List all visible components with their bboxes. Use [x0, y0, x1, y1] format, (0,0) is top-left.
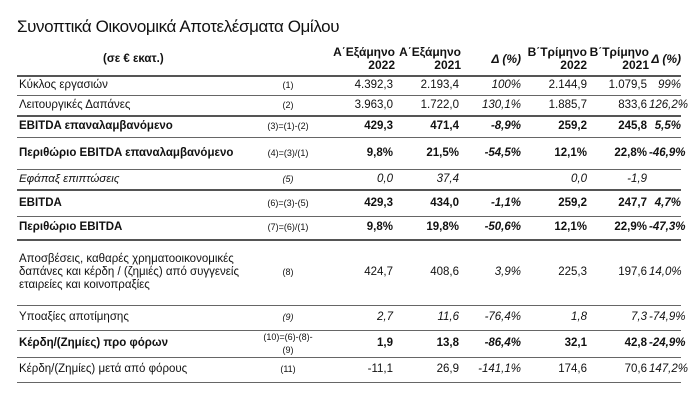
row-ref: (5): [250, 169, 318, 190]
col-header-delta-h1: Δ (%): [491, 51, 521, 66]
cell-q2-2022: 225,3: [521, 240, 587, 305]
cell-delta-h1: -86,4%: [461, 330, 521, 357]
row-label: Αποσβέσεις, καθαρές χρηματοοικονομικές δαπάνες και κέρδη / (ζημιές) από συγγενείς εταιρείες και κοινοπραξίες: [17, 240, 250, 305]
row-ref: (9): [250, 305, 318, 330]
cell-h1-2021: 37,4: [395, 169, 461, 190]
cell-h1-2021: 408,6: [395, 240, 461, 305]
table-row: [17, 95, 681, 116]
cell-h1-2022: 3.963,0: [318, 95, 395, 116]
row-label: Κέρδη/(Ζημίες) προ φόρων: [17, 330, 250, 357]
row-label: Κύκλος εργασιών: [17, 76, 250, 95]
row-ref: (7)=(6)/(1): [250, 216, 318, 240]
cell-q2-2022: 12,1%: [521, 137, 587, 169]
row-label: EBITDA: [17, 190, 250, 216]
cell-q2-2022: 1.885,7: [521, 95, 587, 116]
cell-h1-2022: 429,3: [318, 190, 395, 216]
cell-q2-2022: 259,2: [521, 190, 587, 216]
cell-delta-q2: 126,2%: [649, 95, 681, 116]
cell-h1-2021: 13,8: [395, 330, 461, 357]
row-ref: (11): [250, 357, 318, 382]
row-ref: (1): [250, 76, 318, 95]
table-row: [17, 169, 681, 190]
cell-h1-2021: 471,4: [395, 116, 461, 137]
row-label: Υποαξίες αποτίμησης: [17, 305, 250, 330]
cell-delta-q2: 5,5%: [649, 116, 681, 137]
col-header-delta-q2: Δ (%): [651, 51, 681, 66]
row-label: Λειτουργικές Δαπάνες: [17, 95, 250, 116]
cell-q2-2022: 32,1: [521, 330, 587, 357]
cell-delta-h1: 3,9%: [461, 240, 521, 305]
cell-delta-h1: -54,5%: [461, 137, 521, 169]
cell-delta-h1: -141,1%: [461, 357, 521, 382]
table-row: [17, 190, 681, 216]
cell-delta-q2: 4,7%: [649, 190, 681, 216]
cell-delta-q2: 14,0%: [649, 240, 681, 305]
cell-h1-2021: 1.722,0: [395, 95, 461, 116]
cell-h1-2021: 19,8%: [395, 216, 461, 240]
col-header-h1-2021: Α΄Εξάμηνο 2021: [399, 45, 461, 72]
cell-q2-2021: 247,7: [587, 190, 649, 216]
table-header-row: [17, 43, 681, 76]
cell-q2-2021: 70,6: [587, 357, 649, 382]
row-label: Περιθώριο EBITDA: [17, 216, 250, 240]
cell-q2-2021: 22,8%: [587, 137, 649, 169]
cell-delta-h1: 100%: [461, 76, 521, 95]
cell-h1-2021: 11,6: [395, 305, 461, 330]
col-header-q2-2021: Β΄Τρίμηνο 2021: [589, 45, 649, 72]
cell-delta-h1: [461, 169, 521, 190]
table-row: [17, 116, 681, 137]
cell-q2-2022: 0,0: [521, 169, 587, 190]
table-row: [17, 330, 681, 357]
cell-q2-2022: 1,8: [521, 305, 587, 330]
cell-q2-2021: -1,9: [587, 169, 649, 190]
table-row: [17, 240, 681, 305]
cell-delta-q2: -46,9%: [649, 137, 681, 169]
cell-delta-q2: -47,3%: [649, 216, 681, 240]
table-row: [17, 137, 681, 169]
cell-delta-h1: -1,1%: [461, 190, 521, 216]
row-ref: (10)=(6)-(8)-(9): [250, 330, 318, 357]
cell-h1-2022: 2,7: [318, 305, 395, 330]
row-label: EBITDA επαναλαμβανόμενο: [17, 116, 250, 137]
cell-q2-2021: 1.079,5: [587, 76, 649, 95]
cell-h1-2022: 9,8%: [318, 216, 395, 240]
cell-h1-2022: 1,9: [318, 330, 395, 357]
row-label: Περιθώριο EBITDA επαναλαμβανόμενο: [17, 137, 250, 169]
col-header-q2-2022: Β΄Τρίμηνο 2022: [527, 45, 587, 72]
cell-delta-q2: -24,9%: [649, 330, 681, 357]
cell-h1-2022: -11,1: [318, 357, 395, 382]
col-header-h1-2022: Α΄Εξάμηνο 2022: [333, 45, 395, 72]
cell-h1-2021: 26,9: [395, 357, 461, 382]
cell-q2-2022: 174,6: [521, 357, 587, 382]
cell-delta-h1: -8,9%: [461, 116, 521, 137]
row-ref: (8): [250, 240, 318, 305]
cell-delta-h1: -50,6%: [461, 216, 521, 240]
cell-h1-2022: 0,0: [318, 169, 395, 190]
table-row: [17, 76, 681, 95]
cell-delta-h1: -76,4%: [461, 305, 521, 330]
cell-delta-q2: 147,2%: [649, 357, 681, 382]
table-row: [17, 305, 681, 330]
cell-q2-2021: 22,9%: [587, 216, 649, 240]
financial-results-table: [17, 43, 689, 383]
cell-h1-2021: 2.193,4: [395, 76, 461, 95]
row-ref: (2): [250, 95, 318, 116]
unit-label: (σε € εκατ.): [103, 52, 164, 65]
row-ref: (6)=(3)-(5): [250, 190, 318, 216]
cell-q2-2022: 2.144,9: [521, 76, 587, 95]
cell-q2-2022: 12,1%: [521, 216, 587, 240]
cell-q2-2021: 42,8: [587, 330, 649, 357]
cell-q2-2022: 259,2: [521, 116, 587, 137]
cell-q2-2021: 7,3: [587, 305, 649, 330]
cell-h1-2021: 21,5%: [395, 137, 461, 169]
page-title: Συνοπτικά Οικονομικά Αποτελέσματα Ομίλου: [17, 17, 340, 36]
row-ref: (3)=(1)-(2): [250, 116, 318, 137]
cell-h1-2022: 9,8%: [318, 137, 395, 169]
row-ref: (4)=(3)/(1): [250, 137, 318, 169]
cell-delta-q2: 99%: [649, 76, 681, 95]
cell-delta-q2: -74,9%: [649, 305, 681, 330]
row-label: Εφάπαξ επιπτώσεις: [17, 169, 250, 190]
cell-h1-2021: 434,0: [395, 190, 461, 216]
cell-delta-h1: 130,1%: [461, 95, 521, 116]
row-label: Κέρδη/(Ζημίες) μετά από φόρους: [17, 357, 250, 382]
table-row: [17, 216, 681, 240]
table-row: [17, 357, 681, 382]
cell-q2-2021: 833,6: [587, 95, 649, 116]
cell-h1-2022: 424,7: [318, 240, 395, 305]
cell-delta-q2: [649, 169, 681, 190]
cell-q2-2021: 245,8: [587, 116, 649, 137]
cell-h1-2022: 429,3: [318, 116, 395, 137]
cell-q2-2021: 197,6: [587, 240, 649, 305]
cell-h1-2022: 4.392,3: [318, 76, 395, 95]
